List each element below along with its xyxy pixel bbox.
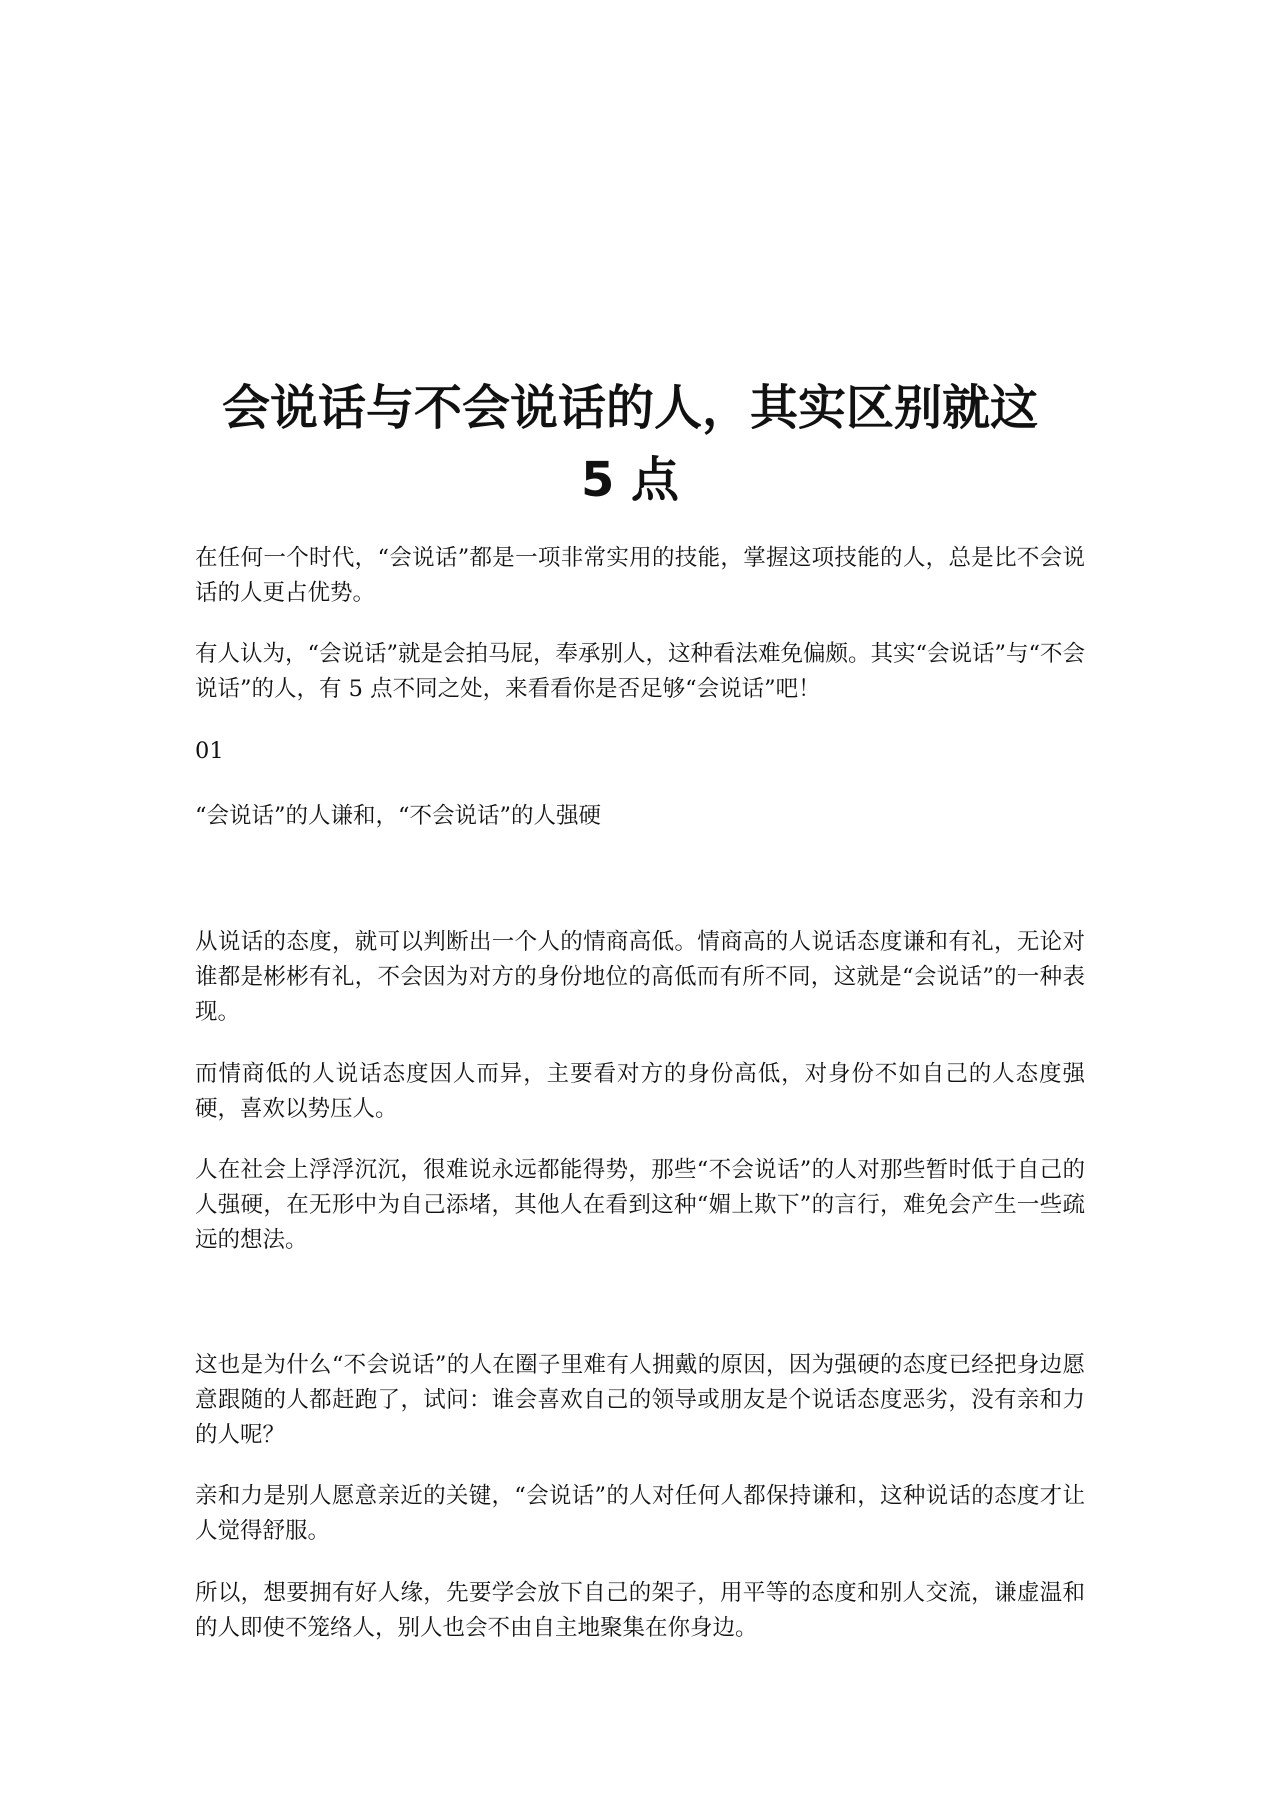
document-title xyxy=(150,372,1110,516)
title-line-2: 5 点 xyxy=(580,452,680,508)
low-eq-paragraph: 而情商低的人说话态度因人而异，主要看对方的身份高低，对身份不如自己的人态度强硬，喜欢以势压人。 xyxy=(195,1061,1085,1122)
section-number: 01 xyxy=(195,738,224,764)
section-heading: “会说话”的人谦和，“不会说话”的人强硬 xyxy=(195,803,602,829)
conclusion-paragraph: 所以，想要拥有好人缘，先要学会放下自己的架子，用平等的态度和别人交流，谦虚温和的人即使不笼络人，别人也会不由自主地聚集在你身边。 xyxy=(195,1580,1085,1641)
society-paragraph: 人在社会上浮浮沉沉，很难说永远都能得势，那些“不会说话”的人对那些暂时低于自己的人强硬，在无形中为自己添堵，其他人在看到这种“媚上欺下”的言行，难免会产生一些疏远的想法。 xyxy=(195,1157,1085,1253)
affinity-paragraph: 亲和力是别人愿意亲近的关键，“会说话”的人对任何人都保持谦和，这种说话的态度才让人觉得舒服。 xyxy=(195,1483,1085,1544)
intro-paragraph: 在任何一个时代，“会说话”都是一项非常实用的技能，掌握这项技能的人，总是比不会说话的人更占优势。 xyxy=(195,545,1085,606)
view-paragraph: 有人认为，“会说话”就是会拍马屁，奉承别人，这种看法难免偏颇。其实“会说话”与“不会说话”的人，有 5 点不同之处，来看看你是否足够“会说话”吧！ xyxy=(195,641,1086,702)
attitude-paragraph: 从说话的态度，就可以判断出一个人的情商高低。情商高的人说话态度谦和有礼，无论对谁都是彬彬有礼，不会因为对方的身份地位的高低而有所不同，这就是“会说话”的一种表现。 xyxy=(195,929,1085,1025)
circle-paragraph: 这也是为什么“不会说话”的人在圈子里难有人拥戴的原因，因为强硬的态度已经把身边愿意跟随的人都赶跑了，试问：谁会喜欢自己的领导或朋友是个说话态度恶劣，没有亲和力的人呢？ xyxy=(195,1352,1085,1448)
title-line-1: 会说话与不会说话的人，其实区别就这 xyxy=(221,380,1038,436)
